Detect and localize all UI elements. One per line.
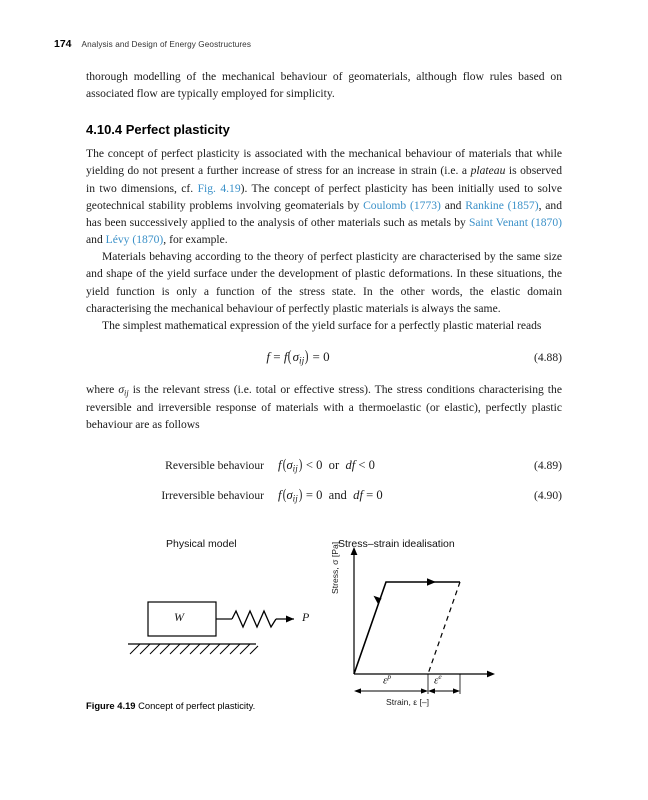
- stress-strain-chart: [351, 547, 495, 694]
- equation-4-89-row: [86, 457, 562, 474]
- para4-seg2: is the relevant stress (i.e. total or effective stress). The stress conditions characterising the reversible and irreversible response of materials with a thermoelastic (or elastic), perfectly plastic behaviour are as follows: [86, 382, 562, 432]
- page-header: [54, 38, 594, 50]
- para1-seg4: and: [440, 198, 466, 212]
- figure-4-19: [86, 534, 562, 724]
- link-coulomb-1773[interactable]: Coulomb (1773): [363, 198, 441, 212]
- equation-4-90-label: Irreversible behaviour: [161, 488, 264, 502]
- plastic-strain-label: $\varepsilon^p$: [383, 672, 392, 687]
- figure-label-stress-strain: Stress–strain idealisation: [338, 538, 455, 550]
- equation-4-90-expression: $f(\sigma_{ij}) = 0$ and df = 0: [278, 486, 383, 504]
- figure-label-physical-model: Physical model: [166, 538, 237, 550]
- x-axis-arrowhead: [487, 671, 495, 678]
- paragraph-1: [86, 145, 562, 248]
- running-head: Analysis and Design of Energy Geostructures: [81, 40, 252, 49]
- link-fig-4-19[interactable]: Fig. 4.19: [197, 181, 241, 195]
- link-saint-venant-1870[interactable]: Saint Venant (1870): [468, 215, 563, 229]
- figure-caption: [86, 700, 562, 711]
- intro-paragraph: thorough modelling of the mechanical behaviour of geomaterials, although flow rules based on associated flow are typically employed for simplicity.: [86, 70, 562, 101]
- section-heading: 4.10.4 Perfect plasticity: [86, 122, 230, 138]
- equation-4-88-number: (4.88): [533, 350, 562, 364]
- elastic-dim-right-arrow: [453, 688, 460, 693]
- y-axis-label: Stress, σ [Pa]: [330, 541, 340, 594]
- paragraph-4: [86, 381, 562, 434]
- force-label: P: [302, 610, 310, 624]
- plastic-dim-right-arrow: [421, 688, 428, 693]
- link-levy-1870[interactable]: Lévy (1870): [105, 233, 164, 247]
- equation-4-89-expression: $f(\sigma_{ij}) < 0$ or df < 0: [278, 456, 375, 474]
- ground-hatching: [130, 644, 258, 654]
- figure-caption-label: Figure 4.19: [86, 700, 136, 711]
- force-arrow-head: [286, 616, 294, 623]
- text-column: [86, 68, 562, 517]
- elastic-dim-left-arrow: [428, 688, 435, 693]
- equation-4-89-label: Reversible behaviour: [165, 458, 264, 472]
- para4-seg1: where: [86, 382, 119, 396]
- equation-4-88-expression: $f = f(\sigma_{ij}) = 0$: [266, 348, 330, 367]
- para1-seg6: and: [86, 233, 106, 247]
- plateau-arrowhead: [427, 578, 436, 586]
- page-number: 174: [54, 38, 72, 50]
- para4-math-sigma-ij: $\sigma_{ij}$: [118, 382, 129, 397]
- para1-seg1: The concept of perfect plasticity is associated with the mechanical behaviour of materials that while yielding do not present a further increase of stress for an increase in strain (i.e. a: [86, 147, 562, 178]
- spring-coil: [232, 611, 276, 627]
- para1-italic-plateau: plateau: [470, 164, 506, 178]
- x-axis-label: Strain, ε [–]: [386, 697, 429, 707]
- equation-4-88-row: [86, 348, 562, 367]
- plastic-dim-left-arrow: [354, 688, 361, 693]
- para1-seg5: , and has been successively applied to the analysis of other materials such as metals by: [86, 198, 562, 229]
- equation-4-89-number: (4.89): [533, 458, 562, 472]
- equation-4-90-number: (4.90): [533, 488, 562, 502]
- para1-seg2: is observed in two dimensions, cf.: [86, 164, 562, 195]
- link-rankine-1857[interactable]: Rankine (1857): [465, 198, 539, 212]
- para1-seg3: ). The concept of perfect plasticity has been initially used to solve geotechnical stability problems involving geomaterials by: [86, 181, 562, 212]
- elastic-strain-label: $\varepsilon^e$: [434, 672, 442, 687]
- physical-model-diagram: [128, 602, 294, 654]
- figure-caption-text: Concept of perfect plasticity.: [138, 700, 256, 711]
- figure-graphic: [86, 534, 562, 719]
- para1-seg7: , for example.: [163, 233, 228, 247]
- paragraph-2: Materials behaving according to the theory of perfect plasticity are characterised by the same size and shape of the yield surface under the development of plastic deformations. In these situations, the yield function is only a function of the stress state. In the other words, the elastic domain characterising the mechanical behaviour of perfectly plastic materials is always the same.: [86, 250, 562, 315]
- unloading-dashed-line: [428, 582, 460, 674]
- block-label: W: [174, 610, 184, 624]
- paragraph-3: The simplest mathematical expression of the yield surface for a perfectly plastic material reads: [102, 318, 542, 332]
- equation-4-90-row: [86, 487, 562, 504]
